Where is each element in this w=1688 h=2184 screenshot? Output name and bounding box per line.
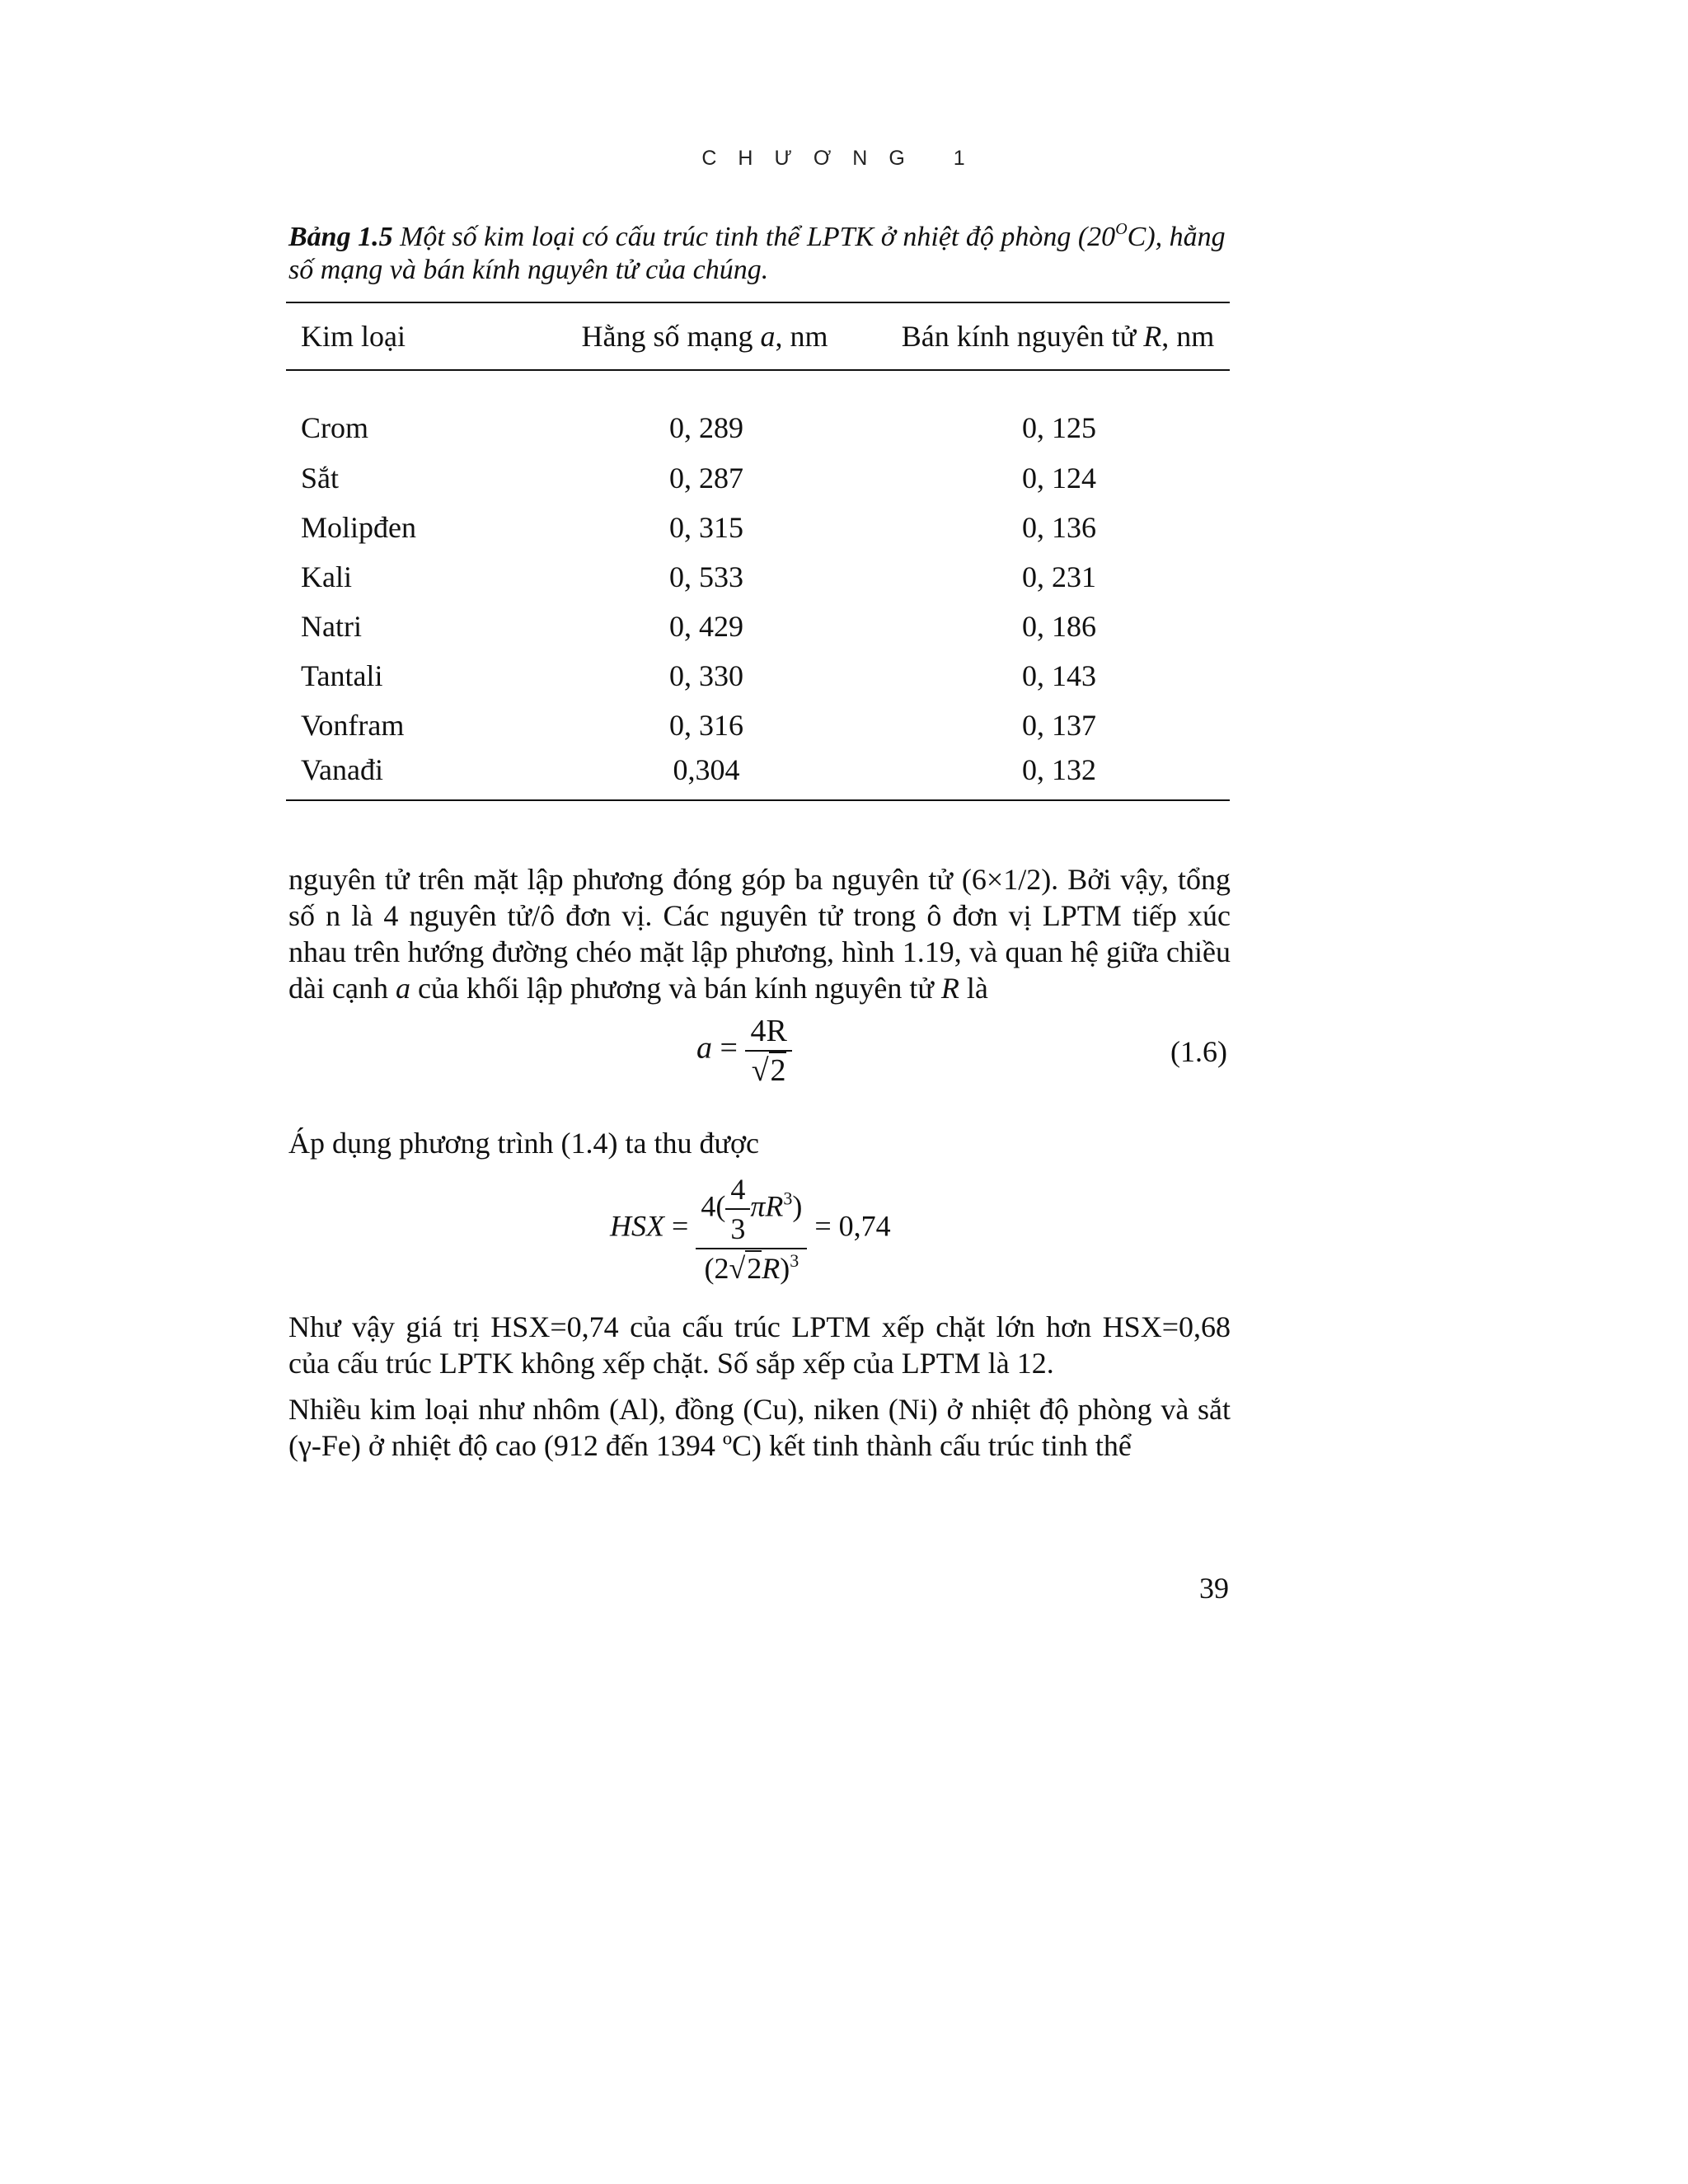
paragraph-fcc-atoms: nguyên tử trên mặt lập phương đóng góp ba nguyên tử (6×1/2). Bởi vậy, tổng số n là 4 nguyên tử/ô đơn vị. Các nguyên tử trong ô đơn vị LPTM tiếp xúc nhau trên hướng đường chéo mặt lập phương, hình 1.19, và quan hệ giữa chiều dài cạnh a của khối lập phương và bán kính nguyên tử R là (288, 863, 1231, 1005)
caption-label: Bảng 1.5 (288, 222, 393, 252)
atomic-radius-cell: 0, 137 (1022, 709, 1096, 742)
table-row (286, 701, 1230, 750)
paragraph-metals-fcc: Nhiều kim loại như nhôm (Al), đồng (Cu), niken (Ni) ở nhiệt độ phòng và sắt (γ-Fe) ở nhiệt độ cao (912 đến 1394 ºC) kết tinh thành cấu trúc tinh thể (288, 1393, 1231, 1462)
atomic-radius-cell: 0, 231 (1022, 560, 1096, 593)
equation-fraction (745, 1012, 791, 1090)
paragraph-apply-equation: Áp dụng phương trình (1.4) ta thu được (288, 1127, 760, 1160)
equation-number: (1.6) (1170, 1035, 1227, 1068)
metal-name-cell: Natri (301, 610, 362, 643)
hsx-fraction (696, 1170, 807, 1287)
fraction-numerator: 4R (745, 1012, 791, 1052)
lattice-constant-cell: 0, 315 (669, 511, 743, 544)
lattice-constant-cell: 0, 533 (669, 560, 743, 593)
caption-superscript: O (1115, 220, 1128, 238)
table-row (286, 602, 1230, 651)
atomic-radius-cell: 0, 124 (1022, 462, 1096, 494)
table-row (286, 371, 1230, 453)
atomic-radius-cell: 0, 132 (1022, 752, 1096, 786)
column-header-atomic-radius: Bán kính nguyên tử R, nm (901, 320, 1215, 353)
metal-name-cell: Molipđen (301, 511, 416, 544)
lattice-constant-cell: 0,304 (673, 752, 740, 786)
table-row (286, 503, 1230, 552)
hsx-denominator: $(2√2R)^3$ (704, 1250, 799, 1285)
metal-name-cell: Tantali (301, 659, 383, 692)
equation-1-6: a = $\frac{4R}{√2}$ (696, 1012, 792, 1090)
hsx-result: = 0,74 (814, 1209, 891, 1243)
caption-text-end: C), hằng số mạng và bán kính nguyên tử của chúng. (288, 222, 1226, 285)
metal-name-cell: Sắt (301, 462, 340, 494)
atomic-radius-cell: 0, 136 (1022, 511, 1096, 544)
metals-table (286, 302, 1230, 801)
metal-name-cell: Vanađi (301, 752, 383, 786)
table-header-row (286, 303, 1230, 369)
page-number: 39 (1199, 1572, 1229, 1605)
metal-name-cell: Kali (301, 560, 352, 593)
metal-name-cell: Vonfram (301, 709, 405, 742)
column-header-metal: Kim loại (301, 320, 406, 353)
atomic-radius-cell: 0, 186 (1022, 610, 1096, 643)
table-row (286, 750, 1230, 799)
atomic-radius-cell: 0, 125 (1022, 411, 1096, 444)
caption-text: Một số kim loại có cấu trúc tinh thể LPTK ở nhiệt độ phòng (20 (392, 222, 1116, 252)
paragraph-hsx-comparison: Như vậy giá trị HSX=0,74 của cấu trúc LPTM xếp chặt lớn hơn HSX=0,68 của cấu trúc LPTK không xếp chặt. Số sắp xếp của LPTM là 12. (288, 1310, 1231, 1380)
equation-lhs: a (696, 1030, 712, 1066)
hsx-lhs: HSX (610, 1209, 664, 1243)
lattice-constant-cell: 0, 316 (669, 709, 743, 742)
table-row (286, 552, 1230, 602)
equation-hsx: HSX = 4( $\frac{4}{3}$ $\pi R^3$) $(2√2R)^3$ = 0,74 (610, 1170, 891, 1287)
running-header: CHƯƠNG 1 (701, 147, 987, 170)
table-row (286, 651, 1230, 701)
table-row (286, 453, 1230, 503)
atomic-radius-cell: 0, 143 (1022, 659, 1096, 692)
lattice-constant-cell: 0, 287 (669, 462, 743, 494)
table-caption (288, 221, 1228, 287)
lattice-constant-cell: 0, 289 (669, 411, 743, 444)
lattice-constant-cell: 0, 429 (669, 610, 743, 643)
fraction-denominator: √2 (751, 1053, 786, 1088)
hsx-numerator: 4( $\frac{4}{3}$ $\pi R^3$) (696, 1170, 807, 1249)
column-header-lattice-constant: Hằng số mạng a, nm (581, 320, 828, 353)
metal-name-cell: Crom (301, 411, 369, 444)
lattice-constant-cell: 0, 330 (669, 659, 743, 692)
table-bottom-rule (286, 799, 1230, 801)
